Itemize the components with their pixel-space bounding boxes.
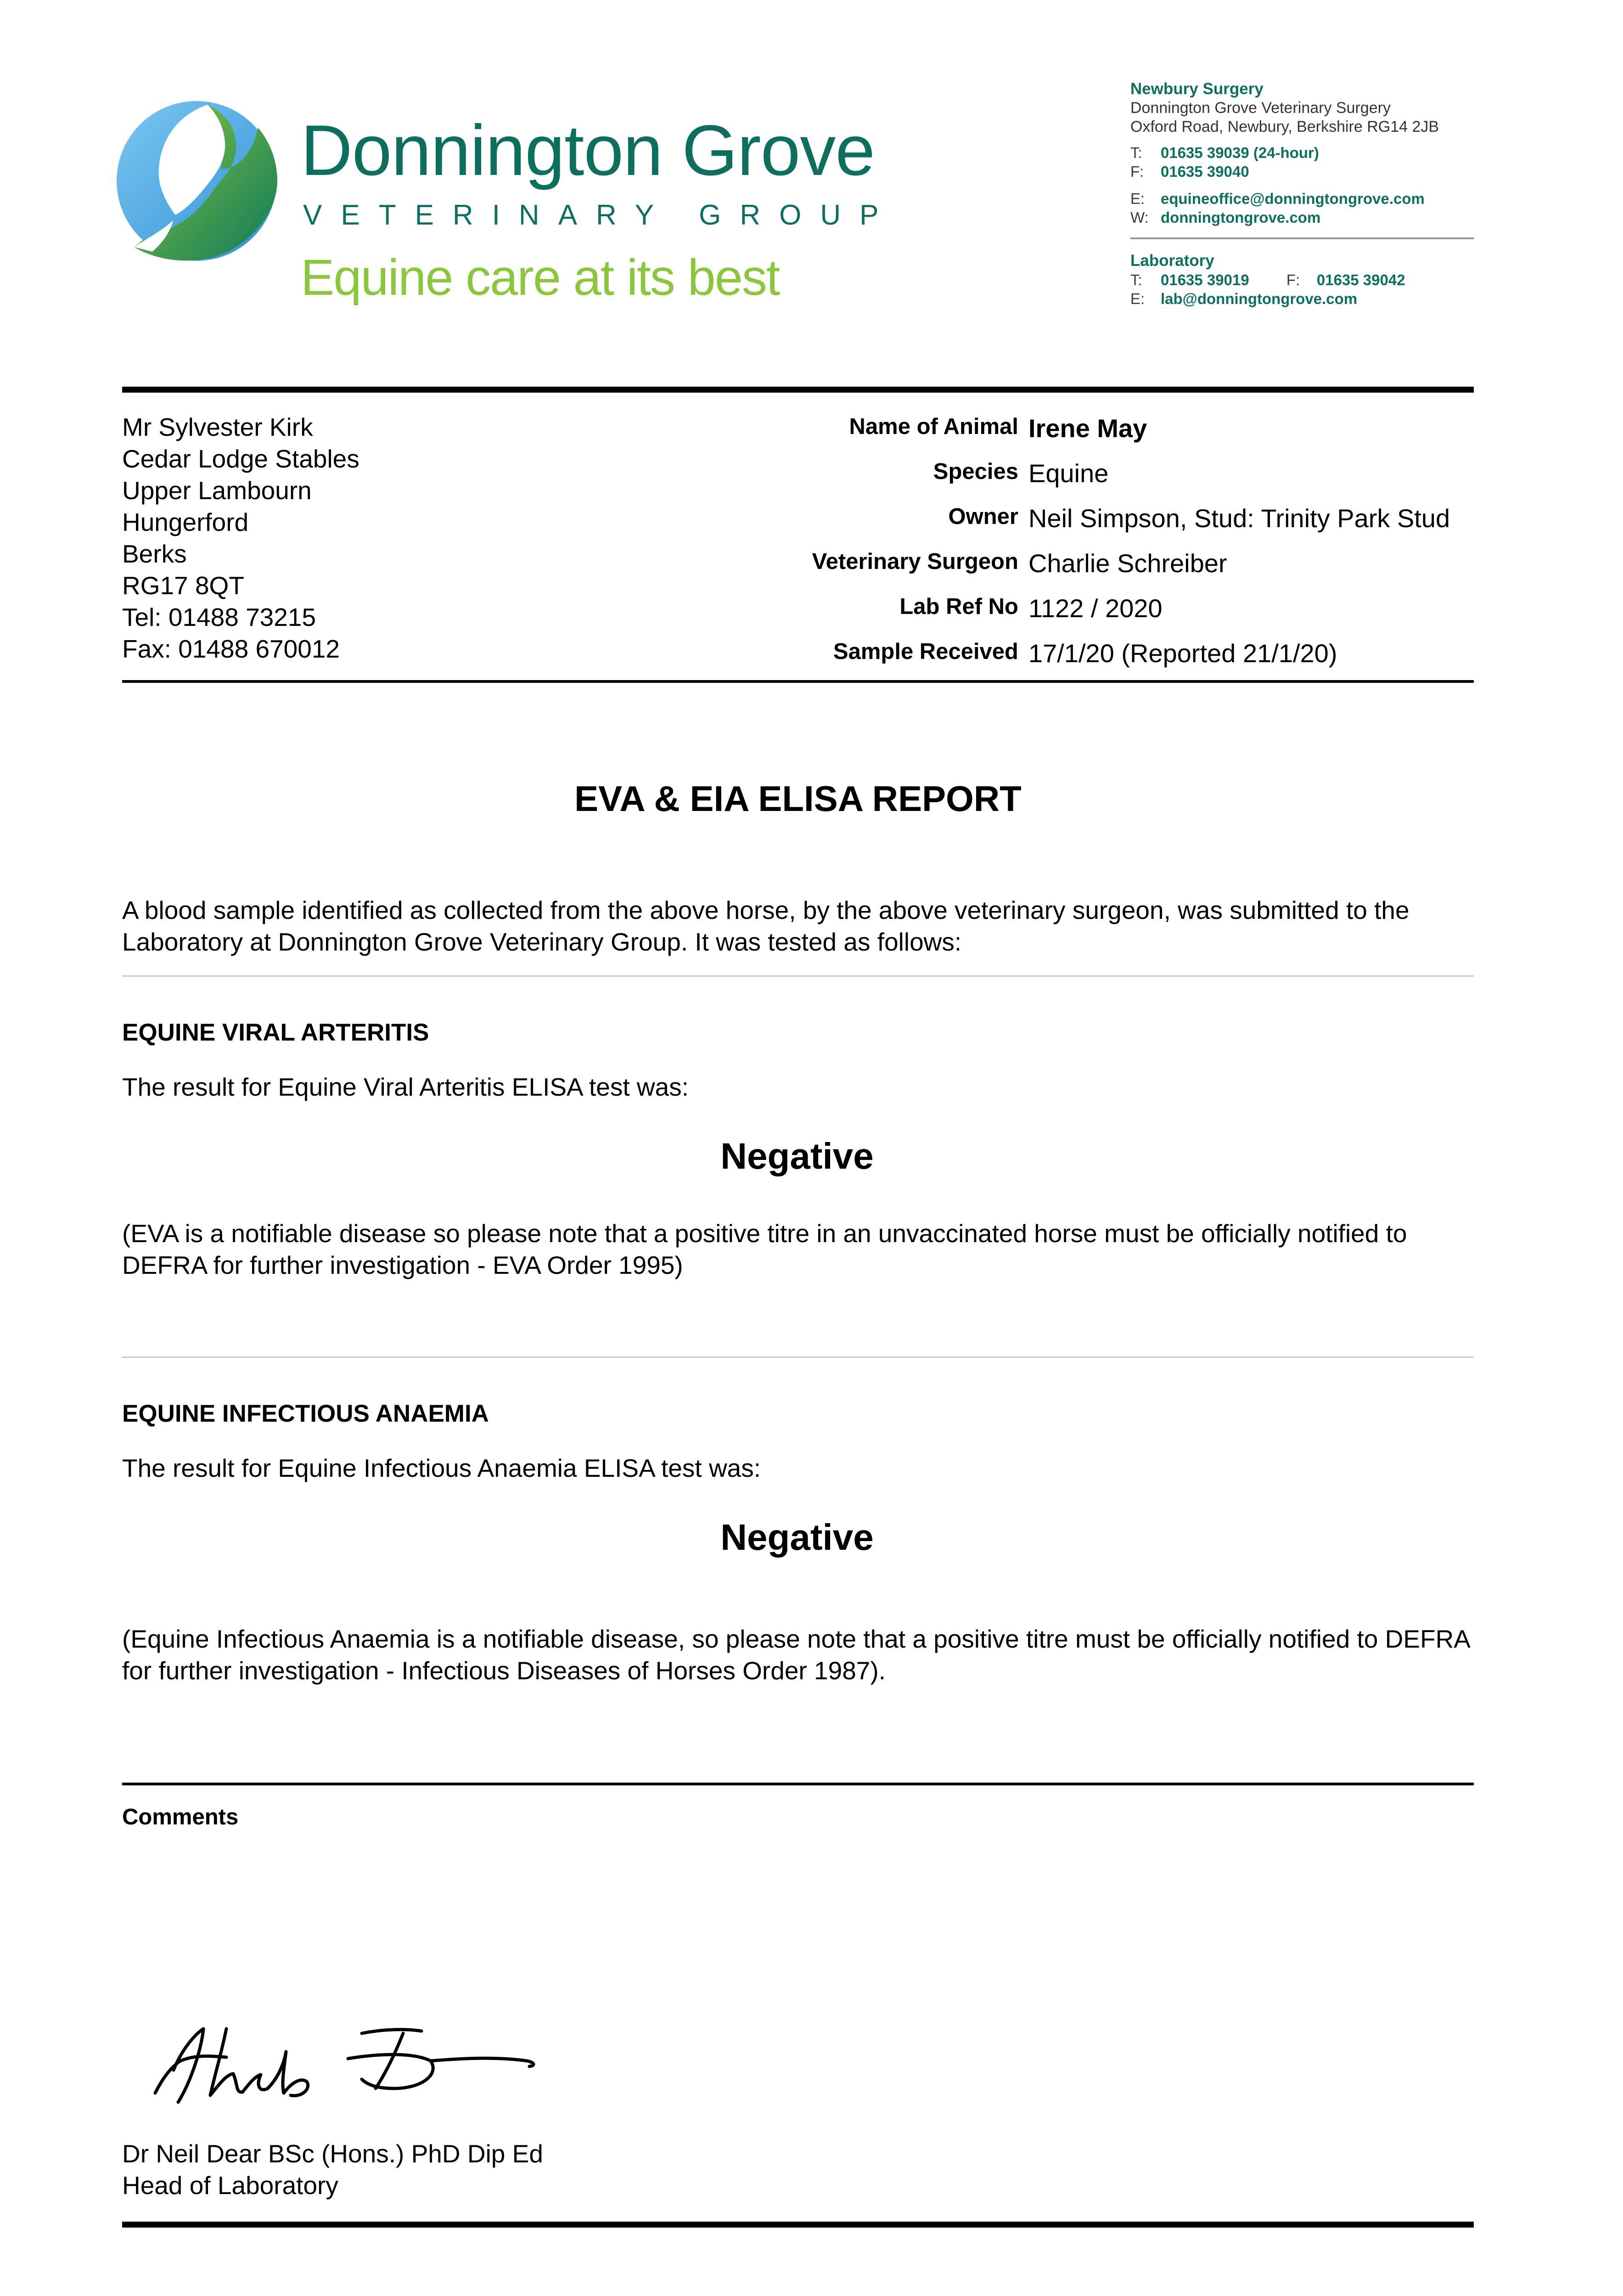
eva-section-heading: EQUINE VIRAL ARTERITIS [122, 1019, 429, 1046]
eva-result: Negative [720, 1136, 874, 1176]
recipient-postcode: RG17 8QT [122, 571, 244, 600]
owner-value: Neil Simpson, Stud: Trinity Park Stud [1028, 504, 1450, 533]
eia-result-lead: The result for Equine Infectious Anaemia ELISA test was: [122, 1454, 761, 1482]
laboratory-email [1130, 291, 1357, 306]
recipient-telephone: Tel: 01488 73215 [122, 603, 316, 631]
signatory-name: Dr Neil Dear BSc (Hons.) PhD Dip Ed [122, 2139, 543, 2168]
recipient-address-line: Hungerford [122, 508, 249, 536]
laboratory-telephone-number: 01635 39019 [1161, 271, 1249, 288]
veterinary-surgeon-value: Charlie Schreiber [1028, 549, 1227, 578]
comments-top-rule [122, 1783, 1474, 1785]
recipient-address-line: Upper Lambourn [122, 476, 312, 505]
eia-notice: (Equine Infectious Anaemia is a notifiable disease, so please note that a positive titre must be officially notified to DEFRA for further investigation - Infectious Diseases of Horses Order 1987). [122, 1625, 1469, 1685]
surgery-address-line1: Donnington Grove Veterinary Surgery [1130, 99, 1391, 117]
signatory-title: Head of Laboratory [122, 2171, 338, 2200]
report-title: EVA & EIA ELISA REPORT [574, 778, 1022, 819]
recipient-address-line: Cedar Lodge Stables [122, 445, 359, 473]
header-bottom-rule [122, 680, 1474, 683]
telephone-label: T: [1130, 271, 1142, 288]
report-intro: A blood sample identified as collected from the above horse, by the above veterinary surgeon, was submitted to the Laboratory at Donnington Grove Veterinary Group. It was tested as follows: [122, 896, 1410, 956]
species-value: Equine [1028, 459, 1109, 488]
sample-received-value: 17/1/20 (Reported 21/1/20) [1028, 639, 1337, 668]
eia-result: Negative [720, 1517, 874, 1558]
recipient-fax: Fax: 01488 670012 [122, 635, 340, 663]
donnington-grove-logo [116, 100, 277, 262]
surgery-telephone [1130, 145, 1319, 160]
letterhead-divider [1130, 237, 1474, 239]
surgery-email-address: equineoffice@donningtongrove.com [1161, 190, 1425, 207]
horse-head-logo-icon [116, 100, 277, 262]
handwritten-signature [146, 2015, 550, 2116]
surgery-website [1130, 210, 1320, 225]
owner-label: Owner [948, 504, 1018, 529]
surgery-address-line2: Oxford Road, Newbury, Berkshire RG14 2JB [1130, 118, 1439, 135]
email-label: E: [1130, 290, 1145, 307]
section-divider [122, 975, 1474, 977]
surgery-email [1130, 191, 1425, 206]
header-top-rule [122, 387, 1474, 393]
surgery-fax [1130, 164, 1249, 179]
brand-tagline: Equine care at its best [301, 249, 780, 306]
web-label: W: [1130, 209, 1149, 226]
surgery-heading: Newbury Surgery [1130, 80, 1264, 98]
lab-ref-value: 1122 / 2020 [1028, 594, 1162, 623]
laboratory-email-address: lab@donningtongrove.com [1161, 290, 1358, 307]
section-divider [122, 1356, 1474, 1358]
laboratory-fax-number: 01635 39042 [1316, 271, 1405, 288]
comments-heading: Comments [122, 1805, 239, 1829]
lab-ref-label: Lab Ref No [899, 594, 1018, 619]
fax-label: F: [1130, 163, 1144, 180]
fax-label: F: [1286, 271, 1300, 288]
eva-result-lead: The result for Equine Viral Arteritis ELISA test was: [122, 1073, 689, 1101]
sample-received-label: Sample Received [833, 639, 1018, 664]
laboratory-heading: Laboratory [1130, 252, 1214, 270]
footer-rule [122, 2222, 1474, 2228]
animal-name-value: Irene May [1028, 414, 1147, 443]
veterinary-surgeon-label: Veterinary Surgeon [812, 549, 1018, 574]
species-label: Species [933, 459, 1018, 484]
surgery-fax-number: 01635 39040 [1161, 163, 1249, 180]
telephone-label: T: [1130, 144, 1142, 161]
brand-name: Donnington Grove [301, 111, 875, 191]
eva-notice: (EVA is a notifiable disease so please note that a positive titre in an unvaccinated horse must be officially notified to DEFRA for further investigation - EVA Order 1995) [122, 1219, 1407, 1279]
email-label: E: [1130, 190, 1145, 207]
surgery-telephone-number: 01635 39039 (24-hour) [1161, 144, 1319, 161]
recipient-address-line: Berks [122, 540, 187, 568]
eia-section-heading: EQUINE INFECTIOUS ANAEMIA [122, 1400, 489, 1427]
recipient-name: Mr Sylvester Kirk [122, 413, 313, 441]
animal-name-label: Name of Animal [849, 414, 1018, 439]
surgery-website-address: donningtongrove.com [1161, 209, 1321, 226]
brand-subtitle: VETERINARY GROUP [303, 199, 898, 231]
laboratory-phone-fax [1130, 272, 1405, 287]
